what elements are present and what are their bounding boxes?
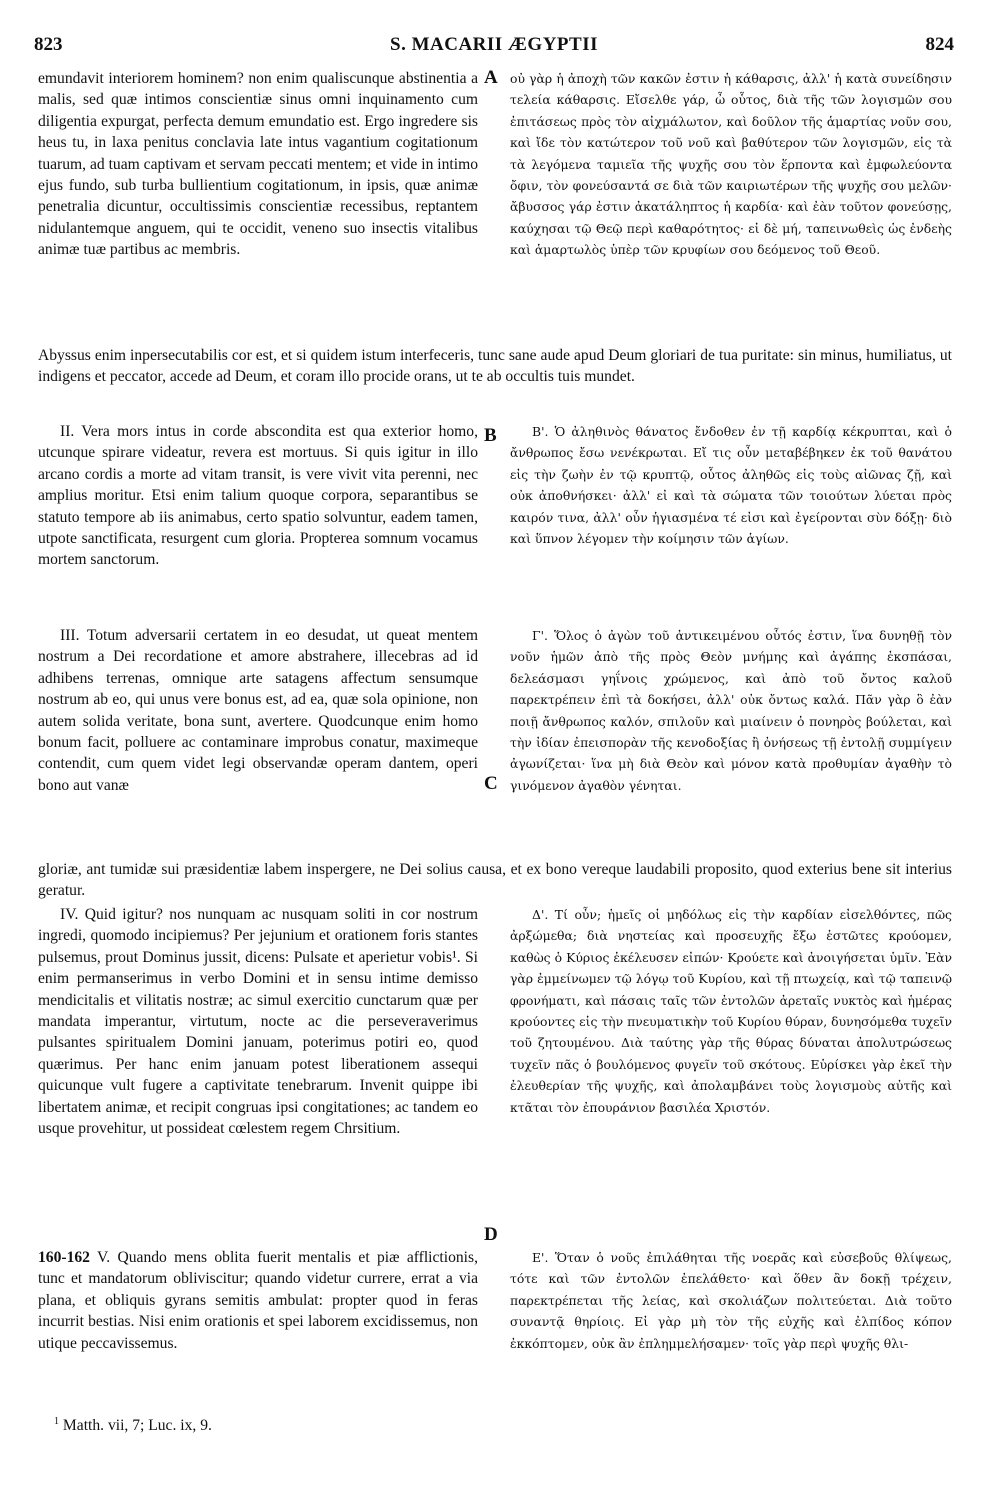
latin-paragraph bbox=[38, 1247, 478, 1354]
latin-paragraph: II. Vera mors intus in corde abscondita est qua exterior homo, utcunque spirare videatur, revera est mortuus. Si quis igitur in illo arcano cordis a morte ad vitam transit, is vere vivit vita perenni, nec amplius moritur. Etsi enim talium quoque corpora, separantibus se statuto tempore ab iis animabus, certo spatio solvuntur, eadem tamen, utpote sanctificata, resurgent cum gloria. Propterea somnum vocamus mortem sanctorum. bbox=[38, 423, 478, 569]
full-width-text bbox=[38, 859, 952, 902]
latin-column bbox=[38, 625, 478, 796]
latin-text: V. Quando mens oblita fuerit mentalis et piæ afflictionis, tunc et mandatorum obliviscitur; quando videtur currere, errat a via plana, et obliquis gyrans semitis ambulat: propter quod in feras incurrit bestias. Nisi enim orationis et spei laborem excidissemus, non utique peccavissemus. bbox=[38, 1249, 478, 1352]
latin-paragraph: Abyssus enim inpersecutabilis cor est, et si quidem istum interfeceris, tunc sane aude apud Deum gloriari de tua puritate: sin minus, humiliatus, ut indigens et peccator, accede ad Deum, et coram illo procide orans, ut te ab occultis tuis mundet. bbox=[38, 347, 952, 386]
running-title: S. MACARII ÆGYPTII bbox=[390, 34, 598, 55]
latin-paragraph: IV. Quid igitur? nos nunquam ac nusquam soliti in cor nostrum ingredi, quomodo incipiemus? Per jejunium et orationem foris stantes pulsemus, prout Dominus jussit, dicens: Pulsate et aperietur vobis¹. Si enim permanserimus in verbo Domini et in sensu intime demisso mendicitalis et vilitatis nostræ; ac simul exercitio cunctarum quæ per mandata imperantur, virtutum, nocte ac die perseveraverimus pulsantes spiritualem Domini januam, poterimus potiri eo, quod quærimus. Per hanc enim januam potest liberationem assequi quicunque vult fugere a captivitate tenebrarum. Invenit quippe ibi libertatem animæ, et recipit congruas ipsi congitationes; ac tandem eo usque provehitur, ut possideat cœlestem regem Chrsitium. bbox=[38, 906, 478, 1138]
greek-column bbox=[510, 421, 952, 549]
greek-paragraph: Γ'. Ὅλος ὁ ἀγὼν τοῦ ἀντικειμένου οὗτός ἐστιν, ἵνα δυνηθῇ τὸν νοῦν ἡμῶν ἀπὸ τῆς πρὸς Θεὸν μνήμης καὶ ἀγάπης ἐκσπάσαι, δελεάσμασι γηΐνοις χρώμενος, καὶ ἀπὸ τοῦ ὄντος καλοῦ παρεκτρέπειν ἐπὶ τὰ δοκήσει, ἀλλ' οὐκ ὄντως καλά. Πᾶν γὰρ ὃ ἐὰν ποιῇ ἄνθρωπος καλόν, σπιλοῦν καὶ μιαίνειν ὁ πονηρὸς βούλεται, καὶ τὴν ἰδίαν ἐπεισπορὰν τῆς κενοδοξίας ἢ ὀνήσεως τῇ ἐντολῇ συμμίγειν ἀγωνίζεται· ἵνα μὴ διὰ Θεὸν καὶ μόνον κατὰ προθυμίαν ἀγαθὴν τὸ γινόμενον ἀγαθὸν γένηται. bbox=[510, 628, 952, 793]
greek-column bbox=[510, 904, 952, 1118]
column-number-ref: 160-162 bbox=[38, 1249, 90, 1266]
margin-marker-d: D bbox=[484, 1224, 498, 1245]
latin-paragraph: emundavit interiorem hominem? non enim qualiscunque abstinentia a malis, sed quæ intimos conscientiæ sinus omni inquinamento cum diligentia expurgat, perfecta demum emundatio est. Ergo ingredere sis heus tu, in laxa penitus conclavia late intus vagantium cogitationum tuarum, ad tuam captivam et servam peccati mentem; et vide in intimo ejus fundo, sub turba bullientium cogitationum, in ipsis, quæ animæ penetralia dicuntur, occultissimis conscientiæ recessibus, reptantem nidulantemque anguem, qui te occidit, veneno suo insectis vitalibus animæ tuæ partibus ac membris. bbox=[38, 70, 478, 259]
greek-paragraph: Δ'. Τί οὖν; ἡμεῖς οἱ μηδόλως εἰς τὴν καρδίαν εἰσελθόντες, πῶς ἀρξώμεθα; διὰ νηστείας καὶ προσευχῆς ἔξω ἑστῶτες κρούομεν, καθὼς ὁ Κύριος ἐκέλευσεν εἰπών· Κρούετε καὶ ἀνοιγήσεται ὑμῖν. Ἐὰν γὰρ ἐμμείνωμεν τῷ λόγῳ τοῦ Κυρίου, καὶ τῇ πτωχείᾳ, καὶ τῷ ταπεινῷ φρονήματι, καὶ πάσαις ταῖς τῶν ἐντολῶν ἀρεταῖς νυκτὸς καὶ ἡμέρας κρούοντες εἰς τὴν πνευματικὴν τοῦ Κυρίου θύραν, δυνησόμεθα τυχεῖν τοῦ ζητουμένου. Διὰ ταύτης γὰρ τῆς θύρας δύναται ἀπολυτρώσεως τυχεῖν πᾶς ὁ βουλόμενος φυγεῖν τοῦ σκότους. Εὑρίσκει γὰρ ἐκεῖ τὴν ἐλευθερίαν τῆς ψυχῆς, καὶ ἀπολαμβάνει τοὺς λογισμοὺς αὐτῆς καὶ κτᾶται τὸν ἐπουράνιον βασιλέα Χριστόν. bbox=[510, 907, 952, 1115]
full-width-text bbox=[38, 345, 952, 388]
latin-column bbox=[38, 421, 478, 571]
latin-column bbox=[38, 904, 478, 1139]
latin-paragraph: gloriæ, ant tumidæ sui præsidentiæ labem inspergere, ne Dei solius causa, et ex bono vereque laudabili proposito, quod exterius bene sit interius geratur. bbox=[38, 861, 952, 900]
latin-column bbox=[38, 1247, 478, 1354]
greek-paragraph: Ε'. Ὅταν ὁ νοῦς ἐπιλάθηται τῆς νοερᾶς καὶ εὐσεβοῦς θλίψεως, τότε καὶ τῶν ἐντολῶν ἐπελάθετο· καὶ ὅθεν ἂν δοκῇ τρέχειν, παρεκτρέπεται τῆς λείας, καὶ σκολιάζων πολιτεύεται. Διὰ τοῦτο συναντᾷ θηρίοις. Εἰ γὰρ μὴ τὸν τῆς εὐχῆς καὶ ἐλπίδος κόπον ἐκκόπτομεν, οὐκ ἂν ἐπλημμελήσαμεν· τοῖς γὰρ περὶ ψυχῆς θλι- bbox=[510, 1250, 952, 1351]
latin-column bbox=[38, 68, 478, 261]
greek-paragraph: Β'. Ὁ ἀληθινὸς θάνατος ἔνδοθεν ἐν τῇ καρδίᾳ κέκρυπται, καὶ ὁ ἄνθρωπος ἔσω νενέκρωται. Εἴ τις οὖν μεταβέβηκεν ἐκ τοῦ θανάτου εἰς τὴν ζωὴν ἐν τῷ κρυπτῷ, οὗτος ἀληθῶς εἰς τοὺς αἰῶνας ζῇ, καὶ οὐκ ἀποθνήσκει· ἀλλ' εἰ καὶ τὰ σώματα τῶν τοιούτων λύεται πρὸς καιρόν τινα, ἀλλ' οὖν ἡγιασμένα τέ εἰσι καὶ ἐγείρονται σὺν δόξῃ· διὸ καὶ ὕπνον λέγομεν τὴν κοίμησιν τῶν ἁγίων. bbox=[510, 424, 952, 547]
greek-paragraph: οὐ γὰρ ἡ ἀποχὴ τῶν κακῶν ἐστιν ἡ κάθαρσις, ἀλλ' ἡ κατὰ συνείδησιν τελεία κάθαρσις. Εἴσελθε γάρ, ὦ οὗτος, διὰ τῆς τῶν λογισμῶν σου ἐπιτάσεως πρὸς τὸν αἰχμάλωτον, καὶ δοῦλον τῆς ἁμαρτίας νοῦν σου, καὶ ἴδε τὸν κατώτερον τοῦ νοῦ καὶ βαθύτερον τῶν λογισμῶν, εἰς τὰ τὰ λεγόμενα ταμιεῖα τῆς ψυχῆς σου τὸν ἕρποντα καὶ ἐμφωλεύοντα ὄφιν, τὸν φονεύσαντά σε διὰ τῶν καιριωτέρων τῆς ψυχῆς σου μελῶν· ἄβυσσος γάρ ἐστιν ἀκατάληπτος ἡ καρδία· καὶ ἐὰν τοῦτον φονεύσῃς, καύχησαι τῷ Θεῷ περὶ καθαρότητος· εἰ δὲ μή, ταπεινωθεὶς ὡς ἐνδεὴς καὶ ἁμαρτωλὸς ὑπὲρ τῶν κρυφίων σου δεόμενος τοῦ Θεοῦ. bbox=[510, 71, 952, 258]
margin-marker-a: A bbox=[484, 67, 498, 88]
page-number-left: 823 bbox=[34, 34, 63, 55]
margin-marker-b: B bbox=[484, 425, 497, 446]
footnote-mark: 1 bbox=[54, 1416, 59, 1427]
greek-column bbox=[510, 1247, 952, 1354]
greek-column bbox=[510, 625, 952, 796]
latin-paragraph: III. Totum adversarii certatem in eo desudat, ut queat mentem nostrum a Dei recordatione et amore abstrahere, illecebras ad id adhibens terrenas, omnique arte satagens affectum sensumque nostrum ab eo, qui unus vere bonus est, ad ea, quæ sola opinione, non autem solida veritate, bona sunt, avertere. Quodcunque enim homo bonum facit, polluere ac contaminare improbus conatur, maximeque contendit, cum quem videt legi observandæ operam dantem, operi bono aut vanæ bbox=[38, 627, 478, 794]
margin-marker-c: C bbox=[484, 773, 498, 794]
footnote bbox=[54, 1416, 212, 1435]
greek-column bbox=[510, 68, 952, 261]
footnote-text: Matth. vii, 7; Luc. ix, 9. bbox=[62, 1417, 212, 1435]
page-header bbox=[34, 34, 954, 58]
page-number-right: 824 bbox=[925, 34, 954, 55]
